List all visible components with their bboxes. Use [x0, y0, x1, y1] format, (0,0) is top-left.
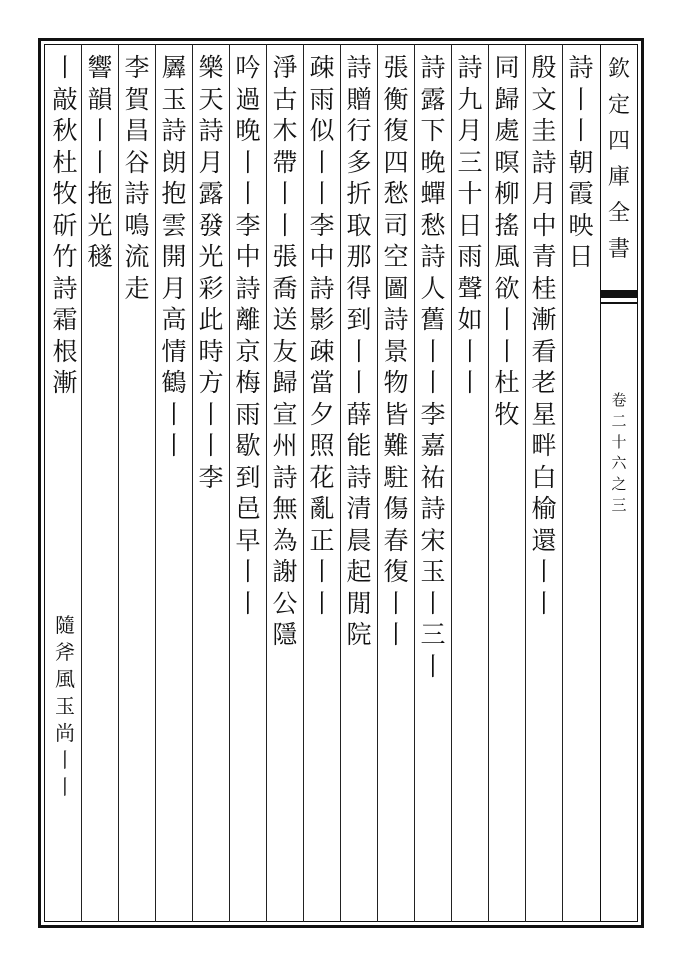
text-column: 丨敲秋杜牧斫竹詩霜根漸 [52, 53, 78, 397]
text-column-continuation: 隨斧風玉尚丨丨 [55, 613, 75, 799]
text-column: 詩露下晚蟬愁詩人舊丨丨李嘉祐詩宋玉丨三丨 [420, 53, 446, 681]
volume-label: 卷二十六之三 [611, 391, 627, 514]
text-column: 詩九月三十日雨聲如丨丨 [457, 53, 483, 397]
fishtail-mark [600, 290, 638, 298]
text-column: 詩贈行多折取那得到丨丨薛能詩清晨起閒院 [346, 53, 372, 649]
fishtail-line [600, 302, 638, 304]
book-title: 欽定四庫全書 [607, 57, 630, 262]
text-column: 吟過晚丨丨李中詩離京梅雨歇到邑早丨丨 [235, 53, 261, 618]
text-column: 張衡復四愁司空圖詩景物皆難駐傷春復丨丨 [383, 53, 409, 649]
text-column: 響韻丨丨拖光穟 [87, 53, 113, 271]
text-column: 殷文圭詩月中青桂漸看老星畔白榆還丨丨 [531, 53, 557, 618]
text-column: 淨古木帶丨丨張喬送友歸宣州詩無為謝公隱 [272, 53, 298, 649]
text-column: 疎雨似丨丨李中詩影疎當夕照花亂正丨丨 [309, 53, 335, 618]
text-column: 李賀昌谷詩鳴流走 [124, 53, 150, 303]
text-column: 樂天詩月露發光彩此時方丨丨李 [198, 53, 224, 492]
text-column: 同歸處暝柳搖風欲丨丨杜牧 [494, 53, 520, 429]
text-column: 羼玉詩朗抱雲開月高情鶴丨丨 [161, 53, 187, 460]
text-column: 詩丨丨朝霞映日 [568, 53, 594, 271]
